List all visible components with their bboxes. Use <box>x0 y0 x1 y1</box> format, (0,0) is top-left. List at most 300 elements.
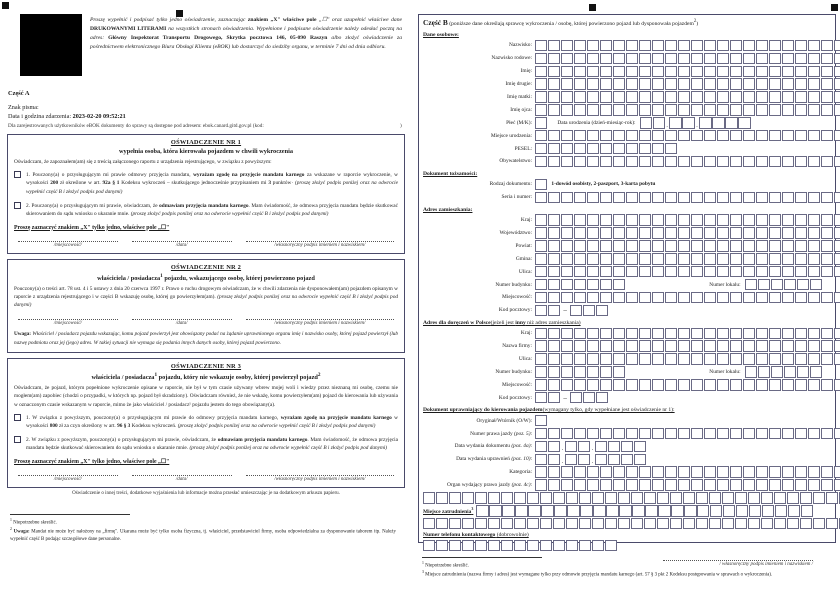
char-box[interactable] <box>730 353 742 364</box>
char-box[interactable] <box>574 53 586 64</box>
char-box[interactable] <box>678 66 690 77</box>
char-box[interactable] <box>665 328 677 339</box>
char-box[interactable] <box>813 518 825 529</box>
char-box[interactable] <box>800 492 812 503</box>
char-box[interactable] <box>784 366 796 377</box>
char-box[interactable] <box>782 353 794 364</box>
char-box[interactable] <box>583 305 595 316</box>
char-box[interactable] <box>730 340 742 351</box>
char-box[interactable] <box>821 379 833 390</box>
char-box[interactable] <box>613 366 625 377</box>
char-box[interactable] <box>678 253 690 264</box>
char-box[interactable] <box>678 192 690 203</box>
char-box[interactable] <box>475 518 487 529</box>
char-box[interactable] <box>834 253 840 264</box>
char-box[interactable] <box>574 428 586 439</box>
char-box[interactable] <box>535 53 547 64</box>
char-box[interactable] <box>631 492 643 503</box>
char-box[interactable] <box>795 328 807 339</box>
char-box[interactable] <box>810 279 822 290</box>
char-box[interactable] <box>626 156 638 167</box>
char-box[interactable] <box>834 266 840 277</box>
char-box[interactable] <box>782 192 794 203</box>
char-box[interactable] <box>548 53 560 64</box>
char-box[interactable] <box>769 66 781 77</box>
char-box[interactable] <box>748 518 760 529</box>
char-box[interactable] <box>730 66 742 77</box>
char-box[interactable] <box>587 130 599 141</box>
char-box[interactable] <box>600 428 612 439</box>
char-box[interactable] <box>769 78 781 89</box>
char-box[interactable] <box>775 505 787 516</box>
char-box[interactable] <box>600 130 612 141</box>
char-box[interactable] <box>626 428 638 439</box>
field-boxes[interactable] <box>535 227 840 238</box>
char-box[interactable] <box>678 104 690 115</box>
char-box[interactable] <box>795 479 807 490</box>
char-box[interactable] <box>795 253 807 264</box>
field-boxes[interactable] <box>535 143 677 154</box>
char-box[interactable] <box>782 292 794 303</box>
char-box[interactable] <box>634 454 646 465</box>
char-box[interactable] <box>561 192 573 203</box>
char-box[interactable] <box>717 104 729 115</box>
char-box[interactable] <box>548 454 560 465</box>
checkbox-icon[interactable] <box>14 202 21 209</box>
char-box[interactable] <box>632 505 644 516</box>
char-box[interactable] <box>561 340 573 351</box>
char-box[interactable] <box>730 156 742 167</box>
char-box[interactable] <box>756 292 768 303</box>
char-box[interactable] <box>756 53 768 64</box>
char-box[interactable] <box>756 353 768 364</box>
char-box[interactable] <box>621 441 633 452</box>
char-box[interactable] <box>600 379 612 390</box>
char-box[interactable] <box>743 328 755 339</box>
char-box[interactable] <box>834 466 840 477</box>
char-box[interactable] <box>515 505 527 516</box>
char-box[interactable] <box>596 305 608 316</box>
char-box[interactable] <box>704 340 716 351</box>
char-box[interactable] <box>527 540 539 551</box>
char-box[interactable] <box>535 214 547 225</box>
char-box[interactable] <box>548 392 560 403</box>
phone-boxes[interactable] <box>423 540 831 551</box>
char-box[interactable] <box>712 117 724 128</box>
char-box[interactable] <box>561 366 573 377</box>
char-box[interactable] <box>639 466 651 477</box>
gender-boxes[interactable] <box>535 117 547 128</box>
char-box[interactable] <box>561 428 573 439</box>
char-box[interactable] <box>678 227 690 238</box>
char-box[interactable] <box>574 353 586 364</box>
char-box[interactable] <box>722 492 734 503</box>
char-box[interactable] <box>808 240 820 251</box>
field-boxes[interactable] <box>535 340 840 351</box>
char-box[interactable] <box>613 292 625 303</box>
char-box[interactable] <box>743 91 755 102</box>
char-box[interactable] <box>821 253 833 264</box>
char-box[interactable] <box>535 227 547 238</box>
char-box[interactable] <box>730 428 742 439</box>
char-box[interactable] <box>782 40 794 51</box>
char-box[interactable] <box>600 53 612 64</box>
char-box[interactable] <box>834 353 840 364</box>
char-box[interactable] <box>548 156 560 167</box>
birthdate-year-boxes[interactable] <box>699 117 750 128</box>
char-box[interactable] <box>678 328 690 339</box>
char-box[interactable] <box>808 292 820 303</box>
char-box[interactable] <box>743 479 755 490</box>
char-box[interactable] <box>717 91 729 102</box>
char-box[interactable] <box>541 505 553 516</box>
char-box[interactable] <box>730 130 742 141</box>
char-box[interactable] <box>613 428 625 439</box>
char-box[interactable] <box>561 156 573 167</box>
char-box[interactable] <box>514 492 526 503</box>
char-box[interactable] <box>600 366 612 377</box>
signature-place[interactable] <box>14 475 122 482</box>
char-box[interactable] <box>561 240 573 251</box>
char-box[interactable] <box>574 266 586 277</box>
char-box[interactable] <box>725 117 737 128</box>
char-box[interactable] <box>626 78 638 89</box>
char-box[interactable] <box>639 214 651 225</box>
declaration-3-option-2[interactable] <box>14 436 398 453</box>
char-box[interactable] <box>548 214 560 225</box>
char-box[interactable] <box>834 227 840 238</box>
char-box[interactable] <box>704 104 716 115</box>
char-box[interactable] <box>639 328 651 339</box>
char-box[interactable] <box>717 353 729 364</box>
field-boxes[interactable] <box>535 240 840 251</box>
char-box[interactable] <box>626 91 638 102</box>
char-box[interactable] <box>570 305 582 316</box>
char-box[interactable] <box>652 227 664 238</box>
char-box[interactable] <box>639 340 651 351</box>
part-b-signature[interactable] <box>423 560 831 567</box>
char-box[interactable] <box>678 130 690 141</box>
char-box[interactable] <box>678 214 690 225</box>
char-box[interactable] <box>600 353 612 364</box>
char-box[interactable] <box>535 328 547 339</box>
char-box[interactable] <box>736 505 748 516</box>
char-box[interactable] <box>566 492 578 503</box>
char-box[interactable] <box>535 130 547 141</box>
declaration-1-option-1[interactable] <box>14 171 398 197</box>
char-box[interactable] <box>743 266 755 277</box>
char-box[interactable] <box>548 104 560 115</box>
char-box[interactable] <box>561 104 573 115</box>
char-box[interactable] <box>608 441 620 452</box>
char-box[interactable] <box>743 292 755 303</box>
char-box[interactable] <box>782 266 794 277</box>
field-boxes[interactable] <box>535 130 840 141</box>
signature-name[interactable] <box>242 241 398 248</box>
char-box[interactable] <box>665 104 677 115</box>
char-box[interactable] <box>587 143 599 154</box>
char-box[interactable] <box>743 253 755 264</box>
char-box[interactable] <box>535 104 547 115</box>
char-box[interactable] <box>600 240 612 251</box>
field-boxes[interactable] <box>535 104 840 115</box>
char-box[interactable] <box>528 505 540 516</box>
char-box[interactable] <box>639 156 651 167</box>
char-box[interactable] <box>587 366 599 377</box>
char-box[interactable] <box>652 53 664 64</box>
char-box[interactable] <box>678 428 690 439</box>
char-box[interactable] <box>665 227 677 238</box>
char-box[interactable] <box>691 40 703 51</box>
char-box[interactable] <box>743 156 755 167</box>
char-box[interactable] <box>821 40 833 51</box>
char-box[interactable] <box>579 540 591 551</box>
char-box[interactable] <box>795 130 807 141</box>
char-box[interactable] <box>801 505 813 516</box>
char-box[interactable] <box>782 78 794 89</box>
char-box[interactable] <box>769 328 781 339</box>
char-box[interactable] <box>704 479 716 490</box>
char-box[interactable] <box>587 240 599 251</box>
char-box[interactable] <box>574 292 586 303</box>
char-box[interactable] <box>548 441 560 452</box>
char-box[interactable] <box>834 104 840 115</box>
char-box[interactable] <box>626 292 638 303</box>
char-box[interactable] <box>639 379 651 390</box>
char-box[interactable] <box>691 353 703 364</box>
char-box[interactable] <box>704 192 716 203</box>
char-box[interactable] <box>691 53 703 64</box>
char-box[interactable] <box>821 53 833 64</box>
char-box[interactable] <box>561 266 573 277</box>
char-box[interactable] <box>834 328 840 339</box>
char-box[interactable] <box>691 479 703 490</box>
char-box[interactable] <box>769 53 781 64</box>
char-box[interactable] <box>756 340 768 351</box>
char-box[interactable] <box>600 227 612 238</box>
char-box[interactable] <box>548 40 560 51</box>
field-boxes[interactable] <box>535 328 840 339</box>
char-box[interactable] <box>657 518 669 529</box>
char-box[interactable] <box>808 479 820 490</box>
char-box[interactable] <box>578 454 590 465</box>
char-box[interactable] <box>787 518 799 529</box>
char-box[interactable] <box>587 214 599 225</box>
char-box[interactable] <box>730 479 742 490</box>
char-box[interactable] <box>665 353 677 364</box>
char-box[interactable] <box>782 340 794 351</box>
char-box[interactable] <box>652 130 664 141</box>
char-box[interactable] <box>735 518 747 529</box>
char-box[interactable] <box>717 253 729 264</box>
char-box[interactable] <box>821 240 833 251</box>
char-box[interactable] <box>782 428 794 439</box>
char-box[interactable] <box>587 253 599 264</box>
char-box[interactable] <box>652 266 664 277</box>
char-box[interactable] <box>684 505 696 516</box>
char-box[interactable] <box>535 179 547 190</box>
char-box[interactable] <box>834 78 840 89</box>
char-box[interactable] <box>626 328 638 339</box>
char-box[interactable] <box>583 392 595 403</box>
char-box[interactable] <box>756 104 768 115</box>
char-box[interactable] <box>626 466 638 477</box>
char-box[interactable] <box>574 328 586 339</box>
char-box[interactable] <box>527 492 539 503</box>
char-box[interactable] <box>704 328 716 339</box>
char-box[interactable] <box>678 353 690 364</box>
char-box[interactable] <box>756 214 768 225</box>
char-box[interactable] <box>554 505 566 516</box>
char-box[interactable] <box>808 227 820 238</box>
char-box[interactable] <box>626 353 638 364</box>
char-box[interactable] <box>821 130 833 141</box>
char-box[interactable] <box>743 53 755 64</box>
char-box[interactable] <box>665 292 677 303</box>
char-box[interactable] <box>782 53 794 64</box>
char-box[interactable] <box>730 292 742 303</box>
char-box[interactable] <box>665 379 677 390</box>
char-box[interactable] <box>788 505 800 516</box>
char-box[interactable] <box>704 253 716 264</box>
char-box[interactable] <box>808 353 820 364</box>
char-box[interactable] <box>535 253 547 264</box>
char-box[interactable] <box>795 379 807 390</box>
birthdate-day-boxes[interactable] <box>640 117 665 128</box>
char-box[interactable] <box>682 117 694 128</box>
char-box[interactable] <box>566 540 578 551</box>
char-box[interactable] <box>671 505 683 516</box>
char-box[interactable] <box>561 353 573 364</box>
char-box[interactable] <box>613 104 625 115</box>
char-box[interactable] <box>678 292 690 303</box>
char-box[interactable] <box>639 353 651 364</box>
char-box[interactable] <box>821 479 833 490</box>
char-box[interactable] <box>579 518 591 529</box>
char-box[interactable] <box>665 192 677 203</box>
char-box[interactable] <box>665 53 677 64</box>
original-duplicate-boxes[interactable] <box>535 415 547 426</box>
char-box[interactable] <box>502 505 514 516</box>
char-box[interactable] <box>535 156 547 167</box>
char-box[interactable] <box>600 279 612 290</box>
char-box[interactable] <box>743 130 755 141</box>
char-box[interactable] <box>423 518 435 529</box>
field-boxes[interactable] <box>535 214 840 225</box>
char-box[interactable] <box>808 104 820 115</box>
char-box[interactable] <box>756 192 768 203</box>
char-box[interactable] <box>574 40 586 51</box>
char-box[interactable] <box>821 292 833 303</box>
char-box[interactable] <box>600 143 612 154</box>
char-box[interactable] <box>717 266 729 277</box>
char-box[interactable] <box>782 91 794 102</box>
char-box[interactable] <box>574 253 586 264</box>
char-box[interactable] <box>619 505 631 516</box>
char-box[interactable] <box>704 130 716 141</box>
char-box[interactable] <box>626 379 638 390</box>
char-box[interactable] <box>717 53 729 64</box>
char-box[interactable] <box>761 518 773 529</box>
char-box[interactable] <box>561 328 573 339</box>
char-box[interactable] <box>488 540 500 551</box>
char-box[interactable] <box>665 143 677 154</box>
char-box[interactable] <box>665 479 677 490</box>
char-box[interactable] <box>501 540 513 551</box>
char-box[interactable] <box>797 366 809 377</box>
char-box[interactable] <box>574 340 586 351</box>
char-box[interactable] <box>553 492 565 503</box>
char-box[interactable] <box>618 492 630 503</box>
char-box[interactable] <box>730 266 742 277</box>
char-box[interactable] <box>808 40 820 51</box>
char-box[interactable] <box>578 441 590 452</box>
char-box[interactable] <box>600 340 612 351</box>
char-box[interactable] <box>639 479 651 490</box>
char-box[interactable] <box>769 240 781 251</box>
char-box[interactable] <box>722 518 734 529</box>
char-box[interactable] <box>540 518 552 529</box>
char-box[interactable] <box>735 492 747 503</box>
char-box[interactable] <box>423 492 435 503</box>
char-box[interactable] <box>795 340 807 351</box>
field-boxes[interactable] <box>535 40 840 51</box>
char-box[interactable] <box>730 78 742 89</box>
char-box[interactable] <box>574 366 586 377</box>
char-box[interactable] <box>548 340 560 351</box>
char-box[interactable] <box>639 240 651 251</box>
char-box[interactable] <box>743 40 755 51</box>
char-box[interactable] <box>749 505 761 516</box>
category-boxes[interactable] <box>535 466 840 477</box>
char-box[interactable] <box>475 540 487 551</box>
char-box[interactable] <box>535 479 547 490</box>
char-box[interactable] <box>574 104 586 115</box>
char-box[interactable] <box>730 379 742 390</box>
char-box[interactable] <box>626 253 638 264</box>
char-box[interactable] <box>639 266 651 277</box>
char-box[interactable] <box>717 156 729 167</box>
char-box[interactable] <box>462 492 474 503</box>
building-boxes[interactable] <box>535 366 625 377</box>
char-box[interactable] <box>613 328 625 339</box>
char-box[interactable] <box>834 130 840 141</box>
char-box[interactable] <box>748 492 760 503</box>
char-box[interactable] <box>535 466 547 477</box>
char-box[interactable] <box>730 192 742 203</box>
char-box[interactable] <box>717 227 729 238</box>
char-box[interactable] <box>771 366 783 377</box>
char-box[interactable] <box>665 130 677 141</box>
char-box[interactable] <box>548 91 560 102</box>
checkbox-icon[interactable] <box>14 436 21 443</box>
document-serial-boxes[interactable] <box>535 192 840 203</box>
char-box[interactable] <box>743 379 755 390</box>
char-box[interactable] <box>771 279 783 290</box>
char-box[interactable] <box>678 156 690 167</box>
char-box[interactable] <box>626 143 638 154</box>
char-box[interactable] <box>756 379 768 390</box>
char-box[interactable] <box>570 392 582 403</box>
char-box[interactable] <box>613 192 625 203</box>
char-box[interactable] <box>514 540 526 551</box>
char-box[interactable] <box>436 540 448 551</box>
char-box[interactable] <box>574 466 586 477</box>
char-box[interactable] <box>717 66 729 77</box>
char-box[interactable] <box>574 379 586 390</box>
char-box[interactable] <box>652 192 664 203</box>
char-box[interactable] <box>665 214 677 225</box>
